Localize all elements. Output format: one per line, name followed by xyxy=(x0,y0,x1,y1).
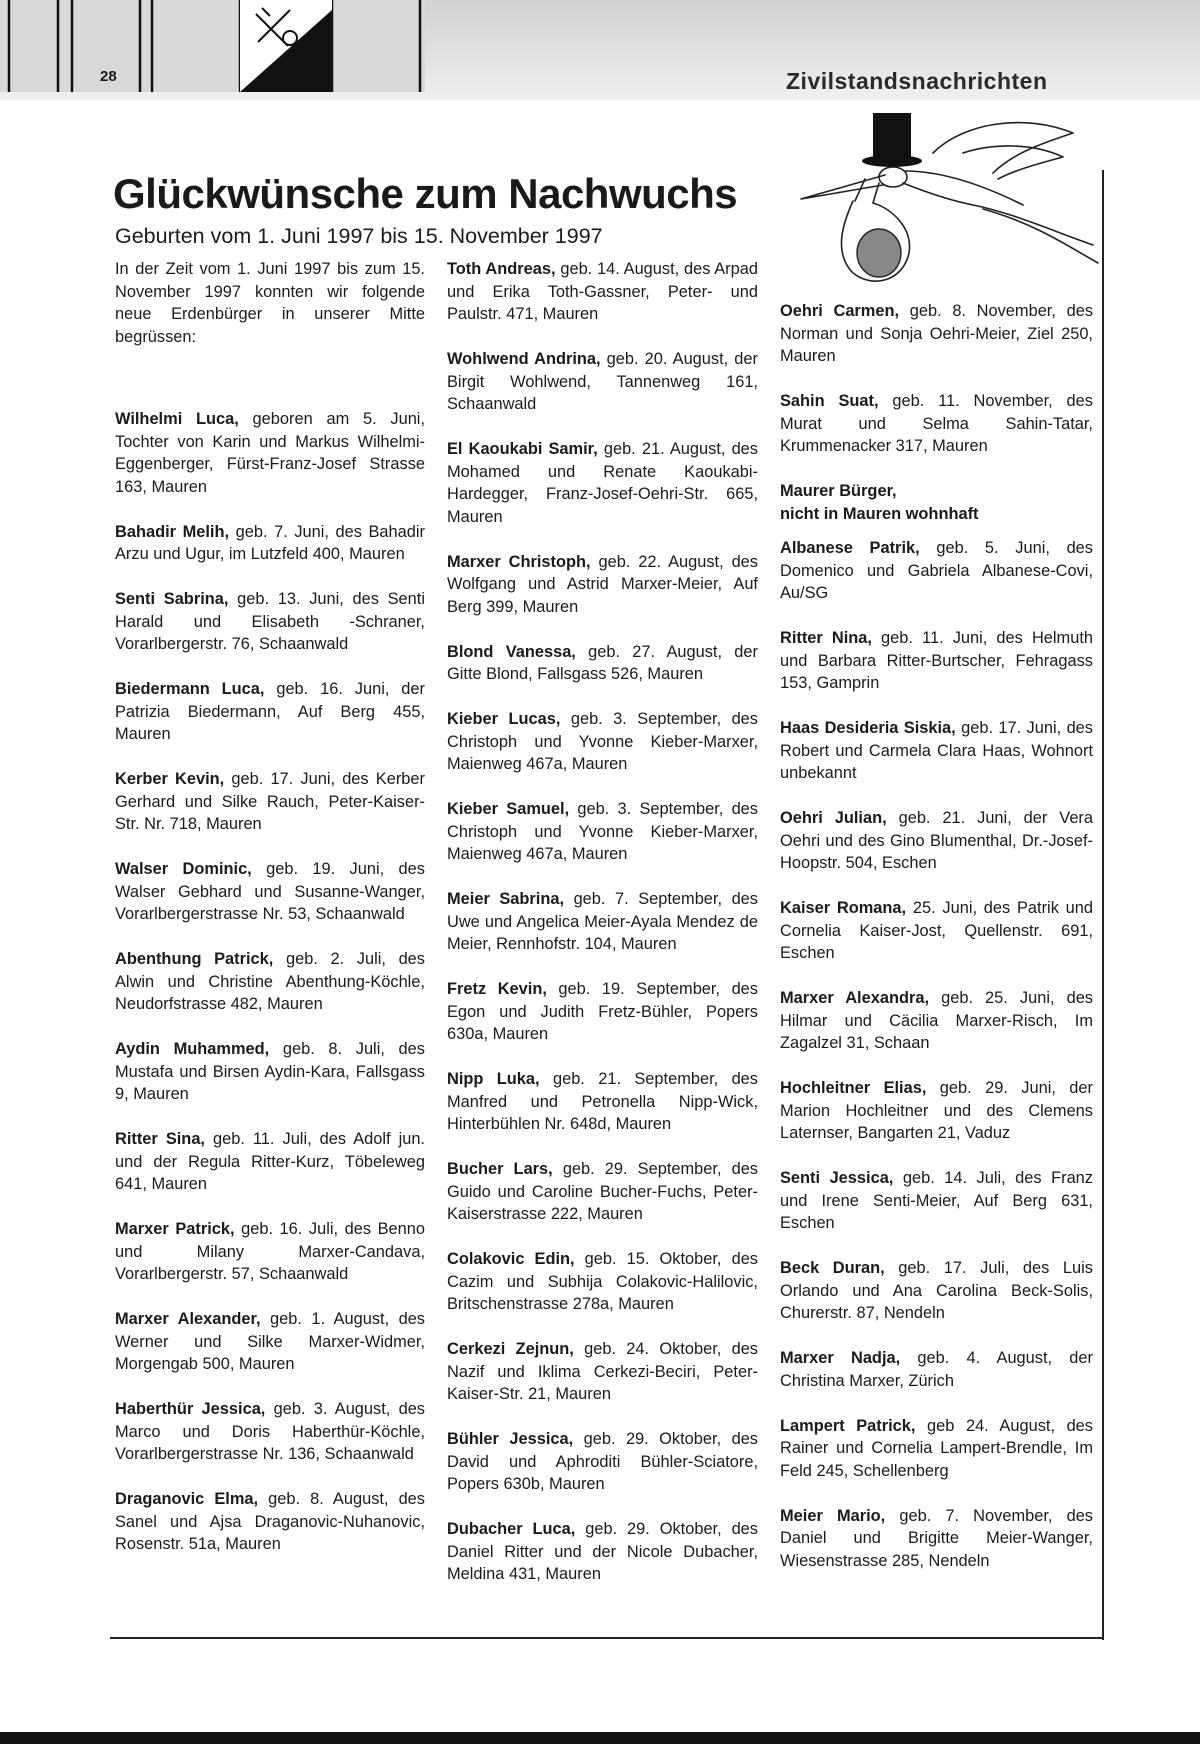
birth-entry xyxy=(780,897,1093,965)
birth-entry xyxy=(115,1308,425,1376)
column-3-top-entries xyxy=(780,300,1093,458)
birth-entry xyxy=(780,1167,1093,1235)
entry-name: Oehri Julian, xyxy=(780,809,887,827)
entry-name: Hochleitner Elias, xyxy=(780,1079,927,1097)
birth-entry xyxy=(780,1077,1093,1145)
entry-details: geb. 14. Juli, des Franz und Irene Senti-Meier, Auf Berg 631, Eschen xyxy=(780,1169,1093,1232)
subheading-line-2: nicht in Mauren wohnhaft xyxy=(780,504,979,523)
entry-details: geb. 21. August, des Mohamed und Renate Kaoukabi-Hardegger, Franz-Josef-Oehri-Str. 665, Mauren xyxy=(447,440,758,526)
intro-paragraph: In der Zeit vom 1. Juni 1997 bis zum 15. November 1997 konnten wir folgende neue Erdenbürger in unserer Mitte begrüssen: xyxy=(115,260,425,346)
birth-entry xyxy=(780,1505,1093,1573)
entry-name: Sahin Suat, xyxy=(780,392,879,410)
birth-entry xyxy=(115,678,425,746)
birth-entry xyxy=(780,537,1093,605)
article-subtitle: Geburten vom 1. Juni 1997 bis 15. November 1997 xyxy=(115,224,603,248)
birth-entry xyxy=(447,1518,758,1586)
entry-details: geb 24. August, des Rainer und Cornelia Lampert-Brendle, Im Feld 245, Schellenberg xyxy=(780,1416,1093,1480)
article-title: Glückwünsche zum Nachwuchs xyxy=(113,170,738,217)
column-3-bottom-entries xyxy=(780,537,1093,1572)
birth-entry xyxy=(115,1488,425,1556)
entry-details: geb. 4. August, der Christina Marxer, Zürich xyxy=(780,1349,1093,1390)
entry-details: geb. 3. September, des Christoph und Yvonne Kieber-Marxer, Maienweg 467a, Mauren xyxy=(447,710,758,773)
entry-name: Marxer Christoph, xyxy=(447,552,591,571)
entry-details: geb. 7. Juni, des Bahadir Arzu und Ugur, im Lutzfeld 400, Mauren xyxy=(115,522,425,563)
birth-entry xyxy=(447,978,758,1046)
entry-details: geb. 1. August, des Werner und Silke Marxer-Widmer, Morgengab 500, Mauren xyxy=(115,1310,426,1373)
entry-name: Aydin Muhammed, xyxy=(115,1040,270,1058)
entry-details: geb. 20. August, der Birgit Wohlwend, Tannenweg 161, Schaanwald xyxy=(447,350,758,413)
entry-name: Kerber Kevin, xyxy=(115,770,225,788)
entry-details: geb. 11. Juli, des Adolf jun. und der Regula Ritter-Kurz, Töbeleweg 641, Mauren xyxy=(115,1130,425,1193)
subheading-line-1: Maurer Bürger, xyxy=(780,482,897,500)
birth-entry xyxy=(115,948,425,1016)
entry-name: Senti Jessica, xyxy=(780,1169,894,1187)
birth-entry xyxy=(115,408,425,498)
entry-name: Walser Dominic, xyxy=(115,860,252,878)
entry-name: Haas Desideria Siskia, xyxy=(780,719,956,737)
birth-entry xyxy=(447,708,758,776)
entry-name: Marxer Nadja, xyxy=(780,1349,901,1367)
entry-name: Oehri Carmen, xyxy=(780,302,900,320)
entry-details: geb. 19. September, des Egon und Judith Fretz-Bühler, Popers 630a, Mauren xyxy=(447,980,758,1043)
entry-details: geb. 19. Juni, des Walser Gebhard und Susanne-Wanger, Vorarlbergerstrasse Nr. 53, Schaanwald xyxy=(115,860,425,923)
birth-entry xyxy=(115,521,425,566)
entry-name: Ritter Sina, xyxy=(115,1130,205,1148)
entry-name: Ritter Nina, xyxy=(780,629,872,647)
entry-details: geb. 3. August, des Marco und Doris Haberthür-Köchle, Vorarlbergerstrasse Nr. 136, Schaanwald xyxy=(115,1400,426,1463)
birth-entry xyxy=(115,768,425,836)
entry-name: Biedermann Luca, xyxy=(115,680,265,698)
column-2-entries xyxy=(447,258,758,1586)
section-title: Zivilstandsnachrichten xyxy=(786,68,1048,94)
entry-details: 25. Juni, des Patrik und Cornelia Kaiser-Jost, Quellenstr. 691, Eschen xyxy=(780,899,1093,962)
birth-entry xyxy=(447,1248,758,1316)
birth-entry xyxy=(780,300,1093,368)
vertical-rule xyxy=(1102,170,1104,1640)
entry-details: geb. 15. Oktober, des Cazim und Subhija Colakovic-Halilovic, Britschenstrasse 278a, Mauren xyxy=(447,1250,758,1313)
birth-entry xyxy=(447,258,758,326)
entry-name: Bühler Jessica, xyxy=(447,1430,574,1448)
entry-details: geb. 29. Oktober, des David und Aphroditi Bühler-Sciatore, Popers 630b, Mauren xyxy=(447,1430,758,1493)
birth-entry xyxy=(115,858,425,926)
entry-details: geb. 16. Juli, des Benno und Milany Marxer-Candava, Vorarlbergerstr. 57, Schaanwald xyxy=(115,1220,425,1283)
entry-name: Haberthür Jessica, xyxy=(115,1400,266,1418)
entry-details: geb. 14. August, des Arpad und Erika Toth-Gassner, Peter- und Paulstr. 471, Mauren xyxy=(447,260,758,323)
entry-details: geb. 29. Oktober, des Daniel Ritter und der Nicole Dubacher, Meldina 431, Mauren xyxy=(447,1520,758,1583)
entry-details: geb. 25. Juni, des Hilmar und Cäcilia Marxer-Risch, Im Zagalzel 31, Schaan xyxy=(780,989,1094,1052)
entry-name: Lampert Patrick, xyxy=(780,1416,916,1435)
entry-details: geb. 21. September, des Manfred und Petronella Nipp-Wick, Hinterbühlen Nr. 648d, Mauren xyxy=(447,1070,758,1133)
birth-entry xyxy=(447,348,758,416)
entry-name: Marxer Alexander, xyxy=(115,1310,261,1328)
entry-name: Kaiser Romana, xyxy=(780,899,907,917)
birth-entry xyxy=(780,807,1093,875)
birth-entry xyxy=(447,798,758,866)
entry-details: geb. 5. Juni, des Domenico und Gabriela Albanese-Covi, Au/SG xyxy=(780,539,1093,602)
birth-entry xyxy=(115,1038,425,1106)
entry-details: geb. 29. Juni, der Marion Hochleitner und des Clemens Laternser, Bangarten 21, Vaduz xyxy=(780,1079,1093,1142)
entry-details: geb. 8. Juli, des Mustafa und Birsen Aydin-Kara, Fallsgass 9, Mauren xyxy=(115,1040,425,1103)
entry-name: Meier Mario, xyxy=(780,1506,886,1525)
entry-details: geb. 2. Juli, des Alwin und Christine Abenthung-Köchle, Neudorfstrasse 482, Mauren xyxy=(115,950,425,1013)
entry-details: geb. 21. Juni, der Vera Oehri und des Gino Blumenthal, Dr.-Josef-Hoopstr. 504, Eschen xyxy=(780,809,1094,872)
birth-entry xyxy=(115,1218,425,1286)
entry-name: Kieber Samuel, xyxy=(447,800,570,818)
birth-entry xyxy=(780,1415,1093,1483)
birth-entry xyxy=(780,987,1093,1055)
subheading-maurer-buerger xyxy=(780,480,1093,525)
entry-details: geb. 11. November, des Murat und Selma Sahin-Tatar, Krummenacker 317, Mauren xyxy=(780,392,1093,455)
entry-name: Nipp Luka, xyxy=(447,1070,540,1088)
column-2 xyxy=(447,258,758,1608)
birth-entry xyxy=(780,390,1093,458)
entry-name: Dubacher Luca, xyxy=(447,1520,576,1538)
entry-name: Cerkezi Zejnun, xyxy=(447,1340,574,1358)
header-boxes xyxy=(0,0,425,92)
birth-entry xyxy=(780,1347,1093,1392)
entry-name: Fretz Kevin, xyxy=(447,980,547,998)
entry-name: Marxer Patrick, xyxy=(115,1220,235,1238)
birth-entry xyxy=(447,1428,758,1496)
birth-entry xyxy=(115,1398,425,1466)
entry-details: geb. 16. Juni, der Patrizia Biedermann, Auf Berg 455, Mauren xyxy=(115,680,426,743)
entry-details: geb. 17. Juni, des Robert und Carmela Clara Haas, Wohnort unbekannt xyxy=(780,719,1093,782)
entry-details: geb. 3. September, des Christoph und Yvonne Kieber-Marxer, Maienweg 467a, Mauren xyxy=(447,800,758,863)
entry-details: geb. 27. August, der Gitte Blond, Fallsgass 526, Mauren xyxy=(447,642,758,683)
birth-entry xyxy=(447,1068,758,1136)
birth-entry xyxy=(780,627,1093,695)
entry-name: Wilhelmi Luca, xyxy=(115,410,239,428)
birth-entry xyxy=(447,438,758,528)
entry-details: geb. 17. Juni, des Kerber Gerhard und Silke Rauch, Peter-Kaiser-Str. Nr. 718, Mauren xyxy=(115,770,425,833)
birth-entry xyxy=(115,1128,425,1196)
stork-with-hat-icon xyxy=(793,113,1105,293)
entry-details: geboren am 5. Juni, Tochter von Karin und Markus Wilhelmi-Eggenberger, Fürst-Franz-Josef Strasse 163, Mauren xyxy=(115,410,426,496)
birth-entry xyxy=(447,888,758,956)
entry-name: Abenthung Patrick, xyxy=(115,950,274,968)
entry-name: Colakovic Edin, xyxy=(447,1250,575,1268)
page-number: 28 xyxy=(100,68,117,85)
entry-name: Kieber Lucas, xyxy=(447,710,561,728)
entry-name: Beck Duran, xyxy=(780,1259,885,1277)
bottom-rule xyxy=(110,1637,1104,1639)
entry-name: Bucher Lars, xyxy=(447,1160,553,1178)
birth-entry xyxy=(447,551,758,619)
entry-details: geb. 8. August, des Sanel und Ajsa Draganovic-Nuhanovic, Rosenstr. 51a, Mauren xyxy=(115,1490,425,1553)
entry-name: Marxer Alexandra, xyxy=(780,989,930,1007)
entry-name: El Kaoukabi Samir, xyxy=(447,440,598,458)
entry-details: geb. 7. November, des Daniel und Brigitte Meier-Wanger, Wiesenstrasse 285, Nendeln xyxy=(780,1506,1093,1570)
entry-details: geb. 24. Oktober, des Nazif und Iklima Cerkezi-Beciri, Peter-Kaiser-Str. 21, Mauren xyxy=(447,1340,759,1403)
birth-entry xyxy=(447,1338,758,1406)
bottom-bar xyxy=(0,1732,1200,1744)
birth-entry xyxy=(115,588,425,656)
entry-name: Senti Sabrina, xyxy=(115,590,229,608)
birth-entry xyxy=(780,1257,1093,1325)
birth-entry xyxy=(447,1158,758,1226)
entry-name: Blond Vanessa, xyxy=(447,642,576,661)
column-1 xyxy=(115,258,425,1578)
entry-name: Draganovic Elma, xyxy=(115,1490,259,1508)
entry-name: Wohlwend Andrina, xyxy=(447,350,601,368)
entry-details: geb. 7. September, des Uwe und Angelica Meier-Ayala Mendez de Meier, Rennhofstr. 104, Mauren xyxy=(447,890,758,953)
entry-details: geb. 13. Juni, des Senti Harald und Elisabeth -Schraner, Vorarlbergerstr. 76, Schaanwald xyxy=(115,590,425,653)
entry-details: geb. 22. August, des Wolfgang und Astrid Marxer-Meier, Auf Berg 399, Mauren xyxy=(447,552,758,616)
birth-entry xyxy=(447,641,758,686)
entry-details: geb. 8. November, des Norman und Sonja Oehri-Meier, Ziel 250, Mauren xyxy=(780,302,1094,365)
entry-details: geb. 11. Juni, des Helmuth und Barbara Ritter-Burtscher, Fehragass 153, Gamprin xyxy=(780,629,1093,692)
entry-details: geb. 17. Juli, des Luis Orlando und Ana Carolina Beck-Solis, Churerstr. 87, Nendeln xyxy=(780,1259,1093,1322)
column-3 xyxy=(780,300,1093,1595)
entry-details: geb. 29. September, des Guido und Caroline Bucher-Fuchs, Peter-Kaiserstrasse 222, Mauren xyxy=(447,1160,759,1223)
column-1-entries xyxy=(115,408,425,1556)
entry-name: Albanese Patrik, xyxy=(780,539,920,557)
entry-name: Meier Sabrina, xyxy=(447,890,565,908)
birth-entry xyxy=(780,717,1093,785)
entry-name: Toth Andreas, xyxy=(447,260,556,278)
entry-name: Bahadir Melih, xyxy=(115,522,230,541)
